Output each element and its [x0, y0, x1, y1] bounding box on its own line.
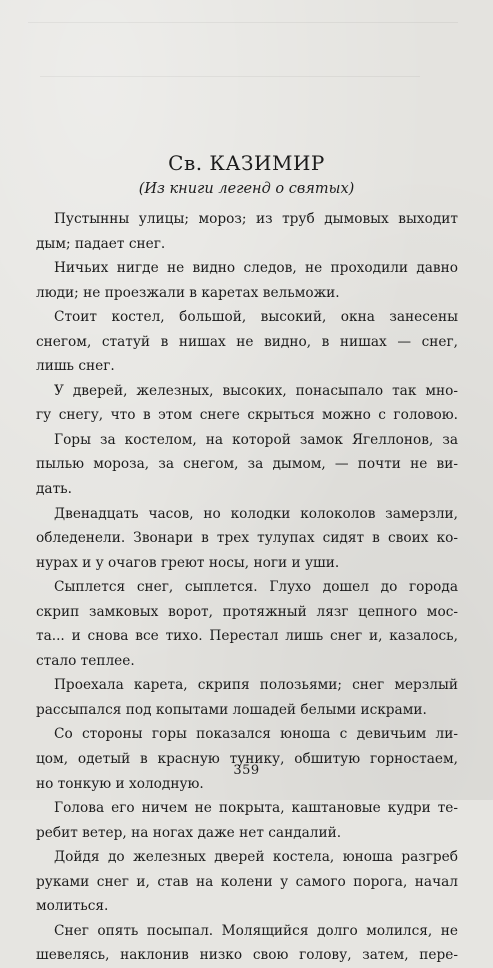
- text-line: гу снегу, что в этом снеге скрыться можно с головою.: [36, 407, 458, 424]
- bleed-through-line: [28, 22, 458, 23]
- text-line: Дойдя до железных дверей костела, юноша разгреб: [54, 849, 458, 866]
- chapter-subtitle: (Из книги легенд о святых): [138, 181, 355, 197]
- text-line: нурах и у очагов греют носы, ноги и уши.: [36, 554, 340, 571]
- text-line: обледенели. Звонари в трех тулупах сидят в своих ко-: [36, 530, 458, 547]
- text-line: Стоит костел, большой, высокий, окна занесены: [54, 309, 458, 326]
- text-line: дым; падает снег.: [36, 235, 166, 252]
- text-line: стало теплее.: [36, 652, 135, 669]
- text-line: шевелясь, наклонив низко свою голову, затем, пере-: [36, 947, 458, 964]
- text-line: скрип замковых ворот, протяжный лязг цепного мос-: [36, 603, 458, 620]
- text-line: Проехала карета, скрипя полозьями; снег мерзлый: [54, 677, 458, 694]
- text-line: Голова его ничем не покрыта, каштановые кудри те-: [54, 800, 458, 817]
- text-line: рассыпался под копытами лошадей белыми искрами.: [36, 701, 427, 718]
- text-line: ребит ветер, на ногах даже нет сандалий.: [36, 824, 342, 841]
- text-line: но тонкую и холодную.: [36, 775, 204, 792]
- text-line: руками снег и, став на колени у самого порога, начал: [36, 873, 458, 890]
- text-line: молиться.: [36, 898, 109, 915]
- text-line: лишь снег.: [36, 358, 115, 375]
- page-number: 359: [233, 763, 260, 778]
- text-line: люди; не проезжали в каретах вельможи.: [36, 284, 340, 301]
- bleed-through-line: [40, 76, 420, 77]
- text-line: дать.: [36, 481, 72, 498]
- text-line: цом, одетый в красную тунику, обшитую горностаем,: [36, 751, 458, 768]
- chapter-title: Св. КАЗИМИР: [168, 151, 325, 175]
- text-line: снегом, статуй в нишах не видно, в нишах — снег,: [36, 333, 458, 350]
- text-line: Со стороны горы показался юноша с девичьим ли-: [54, 726, 458, 743]
- text-line: Двенадцать часов, но колодки колоколов замерзли,: [54, 505, 458, 522]
- text-line: Пустынны улицы; мороз; из труб дымовых выходит: [54, 211, 458, 227]
- text-line: У дверей, железных, высоких, понасыпало так мно-: [54, 382, 458, 399]
- text-line: пылью мороза, за снегом, за дымом, — почти не ви-: [36, 456, 458, 473]
- text-line: та... и снова все тихо. Перестал лишь снег и, казалось,: [36, 628, 458, 645]
- text-line: Сыплется снег, сыплется. Глухо дошел до города: [54, 579, 458, 596]
- text-line: Снег опять посыпал. Молящийся долго молился, не: [54, 922, 458, 939]
- body-text: [36, 207, 458, 968]
- text-line: Ничьих нигде не видно следов, не проходили давно: [54, 260, 458, 277]
- text-line: Горы за костелом, на которой замок Ягеллонов, за: [54, 431, 458, 448]
